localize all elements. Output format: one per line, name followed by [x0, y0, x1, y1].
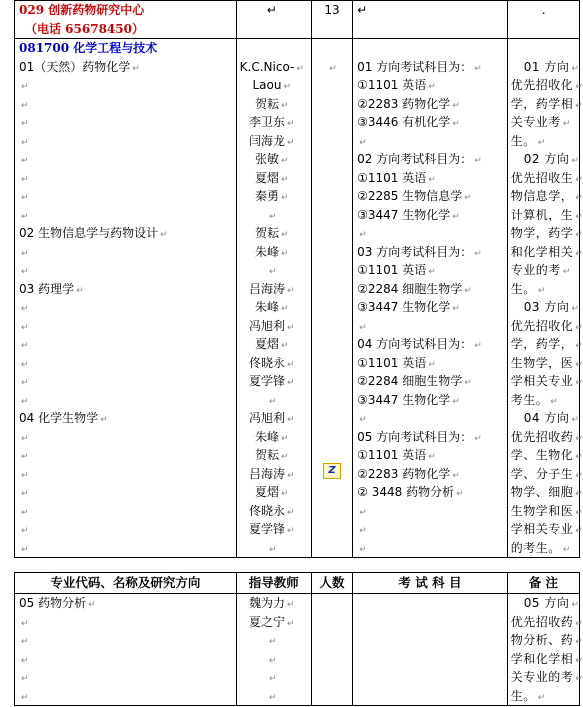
remark-line: 计算机，生 ↵: [510, 207, 583, 222]
department-row: [15, 1, 580, 39]
exam-subject-line: 01 方向考试科目为： ↵: [357, 59, 482, 74]
exam-subject-line: ②2284 细胞生物学 ↵: [357, 281, 472, 296]
advisor-name: 冯旭利 ↵: [249, 318, 295, 333]
advisor-cell: [236, 1, 311, 39]
advisor-name: ↵: [269, 396, 277, 407]
remarks-cell: [507, 39, 583, 558]
advisor-name: 夏熠 ↵: [255, 485, 289, 499]
direction-line: ↵: [21, 526, 29, 536]
exam-subjects-cell: [353, 39, 508, 558]
quota-cell: [311, 594, 352, 706]
direction-line: ↵: [21, 82, 29, 92]
advisor-name: 吕海涛 ↵: [249, 281, 295, 296]
advisor-name: 夏学锋 ↵: [249, 522, 295, 536]
remarks-cell: [507, 594, 583, 706]
remark-line: 05 方向 ↵: [523, 596, 580, 610]
remark-line: 物学、细胞 ↵: [510, 485, 583, 499]
advisor-name: 夏之宁 ↵: [249, 614, 295, 629]
quota-value: 13: [324, 3, 340, 17]
advisor-name: 秦勇 ↵: [255, 189, 289, 203]
exam-subject-line: ③3447 生物化学 ↵: [357, 207, 460, 222]
exam-subject-line: 02 方向考试科目为： ↵: [357, 152, 482, 166]
exam-subject-line: 03 方向考试科目为： ↵: [357, 244, 482, 259]
remark-line: 考生。 ↵: [510, 392, 559, 407]
exam-subject-line: 04 方向考试科目为： ↵: [357, 337, 482, 351]
direction-cell: [15, 594, 237, 706]
comment-icon[interactable]: Z: [323, 463, 341, 479]
direction-line: ↵: [21, 489, 29, 499]
quota-cell: [311, 1, 352, 39]
exam-subject-line: ②2285 生物信息学 ↵: [357, 189, 472, 203]
advisor-name: 夏熠 ↵: [255, 170, 289, 185]
direction-line: 01（天然）药物化学 ↵: [19, 59, 140, 74]
direction-line: ↵: [21, 637, 29, 647]
exam-subject-line: ①1101 英语 ↵: [357, 170, 436, 185]
remark-line: 02 方向 ↵: [523, 152, 580, 166]
exam-subject-line: ①1101 英语 ↵: [357, 355, 436, 370]
remark-line: 学相关专业 ↵: [510, 374, 583, 388]
header-quota: 人数: [311, 573, 352, 594]
advisor-name: Laou ↵: [252, 78, 292, 92]
direction-line: ↵: [21, 248, 29, 259]
quota-cell: ↵ Z: [311, 39, 352, 558]
exam-subject-line: ↵: [359, 415, 367, 425]
exam-subject-line: ①1101 英语 ↵: [357, 78, 436, 92]
advisor-name: 李卫东 ↵: [249, 115, 295, 129]
remark-line: 优先招收药 ↵: [510, 429, 583, 444]
remark-line: 学，药学， ↵: [510, 337, 583, 351]
advisor-name: 张敏 ↵: [255, 152, 289, 166]
direction-line: ↵: [21, 507, 29, 518]
remarks-cell: [507, 1, 579, 39]
advisor-name: 魏为力 ↵: [249, 596, 295, 610]
advisor-name: ↵: [269, 267, 277, 277]
exam-subject-line: ①1101 英语 ↵: [357, 448, 436, 462]
advisor-name: ↵: [269, 544, 277, 555]
advisor-name: ↵: [269, 211, 277, 222]
remark-line: 生。 ↵: [510, 133, 546, 148]
remark-line: 优先招收药 ↵: [510, 614, 583, 629]
remark-line: 学、生物化 ↵: [510, 448, 583, 462]
advisor-name: 朱峰 ↵: [255, 429, 289, 444]
exam-cell: [353, 1, 508, 39]
direction-line: ↵: [21, 174, 29, 185]
direction-line: ↵: [21, 156, 29, 166]
advisor-name: 朱峰 ↵: [255, 300, 289, 314]
exam-subject-line: ↵: [359, 137, 367, 148]
advisor-name: 闫海龙 ↵: [249, 133, 295, 148]
direction-line: ↵: [21, 137, 29, 148]
remark-line: 专业的考 ↵: [510, 263, 571, 277]
return-mark: ↵: [266, 3, 277, 17]
remark-line: 生物学，医 ↵: [510, 355, 583, 370]
advisor-name: K.C.Nico- ↵: [239, 59, 304, 74]
direction-line: ↵: [21, 433, 29, 444]
return-mark: ↵: [357, 3, 368, 17]
exam-subject-line: ②2283 药物化学 ↵: [357, 466, 460, 481]
direction-line: ↵: [21, 544, 29, 555]
direction-line: ↵: [21, 396, 29, 407]
exam-subject-line: ②2283 药物化学 ↵: [357, 96, 460, 111]
direction-line: 05 药物分析 ↵: [19, 596, 96, 610]
header-remarks: 备 注: [507, 573, 579, 594]
advisor-name: 贺耘 ↵: [255, 226, 289, 240]
exam-subject-line: ③3447 生物化学 ↵: [357, 392, 460, 407]
direction-line: 02 生物信息学与药物设计 ↵: [19, 226, 168, 240]
direction-line: ↵: [21, 674, 29, 684]
exam-subject-line: ↵: [359, 526, 367, 536]
major-directions-cell: [15, 39, 237, 558]
direction-line: ↵: [21, 378, 29, 388]
remark-line: 生。 ↵: [510, 688, 546, 703]
dot-mark: .: [541, 3, 547, 17]
direction-line: ↵: [21, 100, 29, 111]
header-advisor: 指导教师: [236, 573, 311, 594]
major-title: 081700 化学工程与技术: [19, 41, 158, 55]
exam-subject-line: 05 方向考试科目为： ↵: [357, 429, 482, 444]
advisor-name: 夏学锋 ↵: [249, 374, 295, 388]
advisor-name: ↵: [269, 655, 277, 666]
exam-subject-line: ③3446 有机化学 ↵: [357, 115, 460, 129]
direction-line: 03 药理学 ↵: [19, 281, 84, 296]
advisor-name: ↵: [269, 692, 277, 703]
remark-line: 物信息学， ↵: [510, 189, 583, 203]
direction-line: ↵: [21, 211, 29, 222]
remark-line: 优先招收化 ↵: [510, 318, 583, 333]
advisor-name: ↵: [269, 637, 277, 647]
remark-line: 优先招收生 ↵: [510, 170, 583, 185]
header-exam: 考 试 科 目: [353, 573, 508, 594]
department-name: 029 创新药物研究中心: [19, 3, 145, 17]
remark-line: 关专业考 ↵: [510, 115, 571, 129]
exam-subject-line: ↵: [359, 544, 367, 555]
remark-line: 04 方向 ↵: [523, 411, 580, 425]
exam-subject-line: ②2284 细胞生物学 ↵: [357, 374, 472, 388]
remark-line: 学、分子生 ↵: [510, 466, 583, 481]
exam-subject-line: ①1101 英语 ↵: [357, 263, 436, 277]
remark-line: 和化学相关 ↵: [510, 244, 583, 259]
exam-subject-line: ② 3448 药物分析 ↵: [357, 485, 464, 499]
advisor-name: 佟晓永 ↵: [249, 355, 295, 370]
enrollment-table-lower: [14, 572, 583, 706]
direction-line: ↵: [21, 692, 29, 703]
major-row: [15, 39, 580, 558]
department-phone: （电话 65678450）: [25, 21, 144, 36]
remark-line: 的考生。 ↵: [510, 540, 571, 555]
direction-line: ↵: [21, 193, 29, 203]
remark-line: 01 方向 ↵: [523, 59, 580, 74]
exam-subject-line: ↵: [359, 230, 367, 240]
direction-line: ↵: [21, 359, 29, 370]
enrollment-table-upper: [14, 0, 583, 558]
remark-line: 生。 ↵: [510, 281, 546, 296]
direction-line: ↵: [21, 322, 29, 333]
direction-line: ↵: [21, 119, 29, 129]
advisor-name: 贺耘 ↵: [255, 96, 289, 111]
direction-line: ↵: [21, 655, 29, 666]
remark-line: 03 方向 ↵: [523, 300, 580, 314]
exam-subject-line: ↵: [359, 507, 367, 518]
remark-line: 优先招收化 ↵: [510, 78, 583, 92]
direction-line: ↵: [21, 470, 29, 481]
advisor-name: ↵: [269, 674, 277, 684]
direction-line: ↵: [21, 618, 29, 629]
direction-line: ↵: [21, 452, 29, 462]
header-major: 专业代码、名称及研究方向: [15, 573, 237, 594]
table-header-row: [15, 573, 580, 594]
direction-line: 04 化学生物学 ↵: [19, 411, 108, 425]
remark-line: 物分析、药 ↵: [510, 633, 583, 647]
remark-line: 物学，药学 ↵: [510, 226, 583, 240]
exam-cell: [353, 594, 508, 706]
advisor-name: 朱峰 ↵: [255, 244, 289, 259]
advisors-cell: [236, 594, 311, 706]
remark-line: 学，药学相 ↵: [510, 96, 583, 111]
major-row: [15, 594, 580, 706]
advisor-name: 夏熠 ↵: [255, 337, 289, 351]
remark-line: 生物学和医 ↵: [510, 503, 583, 518]
direction-line: ↵: [21, 304, 29, 314]
remark-line: 学相关专业 ↵: [510, 522, 583, 536]
exam-subject-line: ③3447 生物化学 ↵: [357, 300, 460, 314]
advisor-name: 贺耘 ↵: [255, 448, 289, 462]
direction-line: ↵: [21, 267, 29, 277]
advisor-name: 吕海涛 ↵: [249, 466, 295, 481]
department-cell: [15, 1, 237, 39]
remark-line: 学和化学相 ↵: [510, 651, 583, 666]
advisors-cell: [236, 39, 311, 558]
exam-subject-line: ↵: [359, 322, 367, 333]
remark-line: 关专业的考 ↵: [510, 670, 583, 684]
direction-line: ↵: [21, 341, 29, 351]
advisor-name: 佟晓永 ↵: [249, 503, 295, 518]
advisor-name: 冯旭利 ↵: [249, 411, 295, 425]
